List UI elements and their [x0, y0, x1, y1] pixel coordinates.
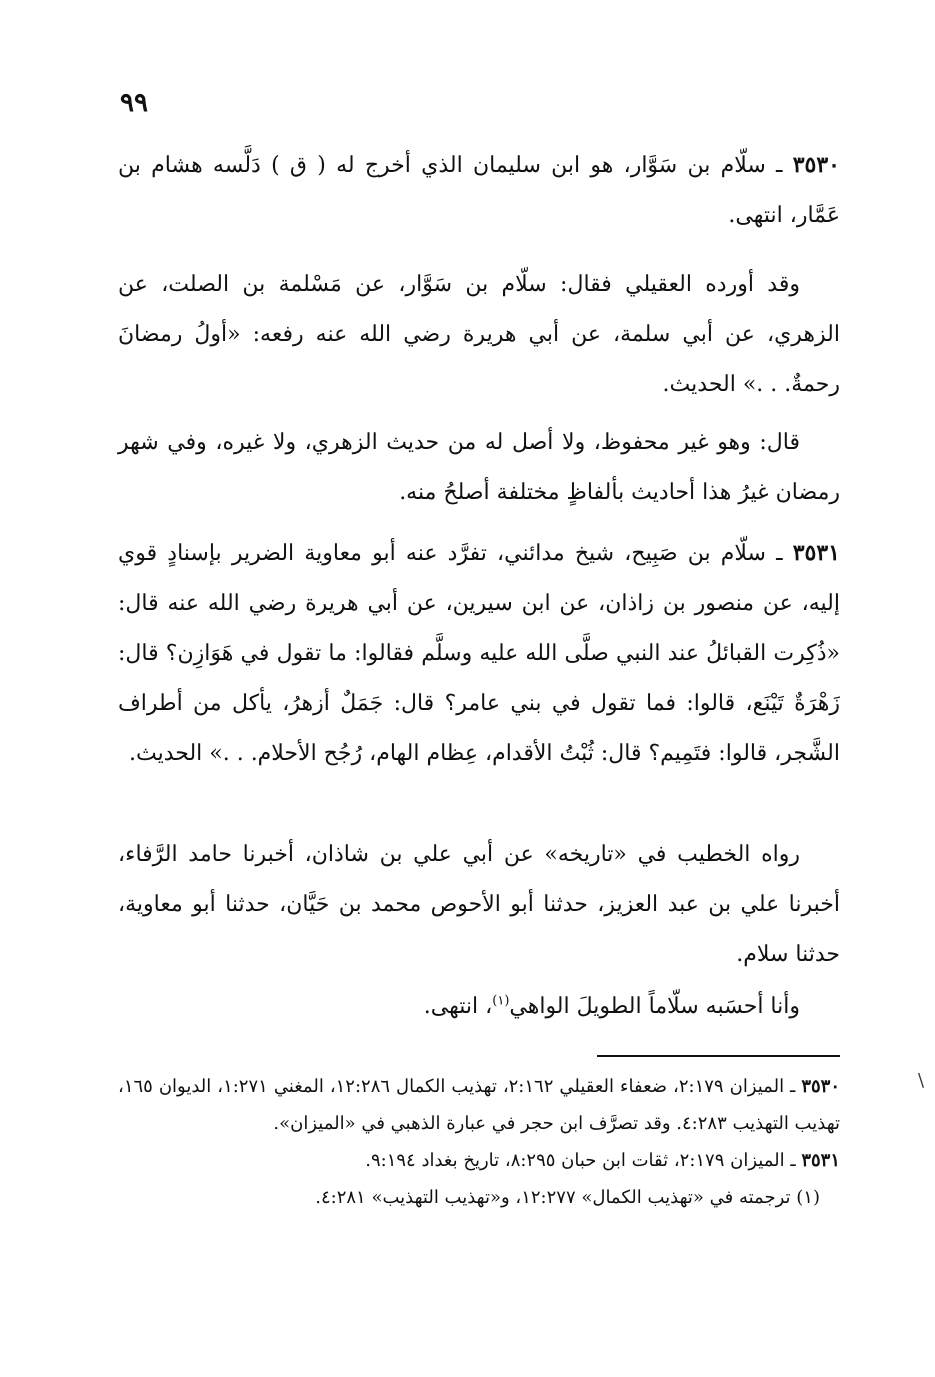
footnote-number: ٣٥٣١	[801, 1150, 840, 1171]
paragraph: قال: وهو غير محفوظ، ولا أصل له من حديث الزهري، ولا غيره، وفي شهر رمضان غيرُ هذا أحاديث بألفاظٍ مختلفة أصلحُ منه.	[118, 430, 840, 505]
entry-3530	[118, 140, 840, 241]
entry-number: ٣٥٣١	[792, 540, 840, 566]
margin-mark: \	[918, 1070, 925, 1091]
footnote-reference[interactable]: (١)	[492, 993, 510, 1009]
paragraph-text: وأنا أحسَبه سلّاماً الطويلَ الواهي	[509, 994, 800, 1019]
footnotes	[118, 1068, 840, 1216]
entry-paragraph-uqayli	[118, 260, 840, 410]
footnote-marker: (١)	[796, 1187, 820, 1208]
entry-paragraph	[118, 528, 840, 779]
entry-number: ٣٥٣٠	[792, 152, 840, 178]
entry-text: ـ سلّام بن صَبِيح، شيخ مدائني، تفرَّد عنه أبو معاوية الضرير بإسنادٍ قوي إليه، عن منصور بن زاذان، عن ابن سيرين، عن أبي هريرة رضي الله عنه قال: «ذُكِرت القبائلُ عند النبي صلَّى الله عليه وسلَّم فقالوا: ما تقول في هَوَازِن؟ قال: زَهْرَةٌ تَيْنَع، قالوا: فما تقول في بني عامر؟ قال: جَمَلٌ أزهرُ، يأكل من أطراف الشَّجر، قالوا: فتَمِيم؟ قال: ثُبْتُ الأقدام، عِظام الهام، رُجُح الأحلام. . .» الحديث.	[118, 541, 840, 766]
footnote-text: ترجمته في «تهذيب الكمال» ١٢:٢٧٧، و«تهذيب التهذيب» ٤:٢٨١.	[315, 1187, 797, 1208]
paragraph	[118, 982, 840, 1032]
paragraph: رواه الخطيب في «تاريخه» عن أبي علي بن شاذان، أخبرنا حامد الرَّفاء، أخبرنا علي بن عبد العزيز، حدثنا أبو الأحوص محمد بن حَيَّان، حدثنا أبو معاوية، حدثنا سلام.	[118, 842, 840, 967]
footnote-1	[118, 1179, 840, 1216]
footnote-3530	[118, 1068, 840, 1142]
footnote-number: ٣٥٣٠	[801, 1076, 840, 1097]
entry-paragraph-closing	[118, 982, 840, 1032]
footnote-text: ـ الميزان ٢:١٧٩، ثقات ابن حبان ٨:٢٩٥، تاريخ بغداد ٩:١٩٤.	[365, 1150, 802, 1171]
paragraph: وقد أورده العقيلي فقال: سلّام بن سَوَّار، عن مَسْلمة بن الصلت، عن الزهري، عن أبي سلمة، عن أبي هريرة رضي الله عنه رفعه: «أولُ رمضانَ رحمةٌ. . .» الحديث.	[118, 272, 840, 397]
footnote-text: ـ الميزان ٢:١٧٩، ضعفاء العقيلي ٢:١٦٢، تهذيب الكمال ١٢:٢٨٦، المغني ١:٢٧١، الديوان ١٦٥، تهذيب التهذيب ٤:٢٨٣. وقد تصرَّف ابن حجر في عبارة الذهبي في «الميزان».	[118, 1076, 840, 1134]
entry-paragraph-qala	[118, 418, 840, 518]
entry-3531	[118, 528, 840, 779]
footnote-divider	[597, 1055, 840, 1057]
entry-text: ـ سلّام بن سَوَّار، هو ابن سليمان الذي أخرج له ( ق ) دَلَّسه هشام بن عَمَّار، انتهى.	[118, 153, 840, 228]
page-number: ٩٩	[120, 88, 148, 118]
entry-paragraph	[118, 140, 840, 241]
footnote-3531	[118, 1142, 840, 1179]
entry-paragraph-khatib	[118, 830, 840, 980]
paragraph-text-end: ، انتهى.	[423, 994, 493, 1019]
